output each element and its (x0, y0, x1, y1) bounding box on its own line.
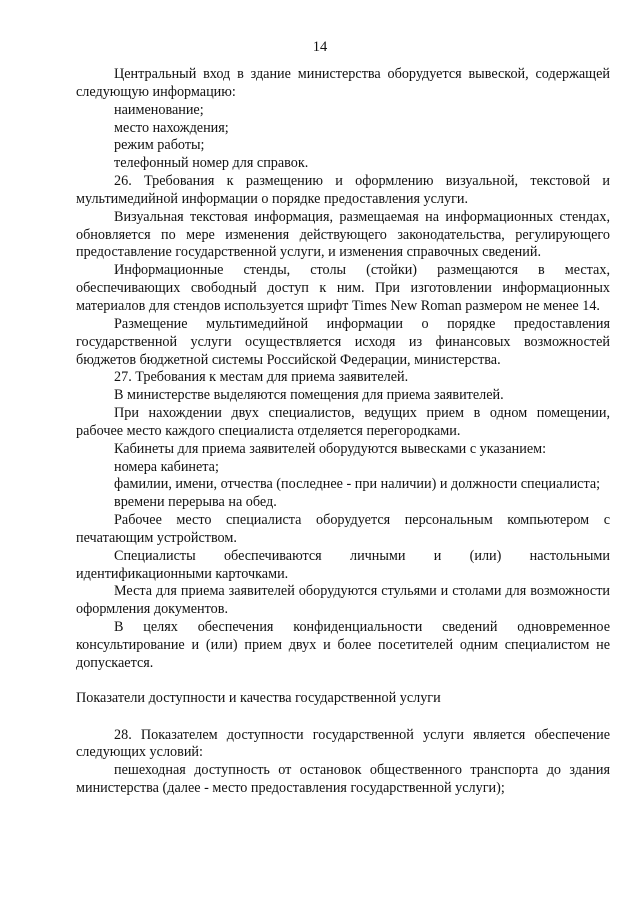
list-item: номера кабинета; (114, 458, 219, 475)
paragraph: 26. Требования к размещению и оформлению визуальной, текстовой и мультимедийной информации о порядке предоставления услуги. (76, 173, 610, 207)
document-body (76, 66, 610, 798)
paragraph: При нахождении двух специалистов, ведущих прием в одном помещении, рабочее место каждого специалиста отделяется перегородками. (76, 405, 610, 439)
paragraph: пешеходная доступность от остановок общественного транспорта до здания министерства (далее - место предоставления государственной услуги); (76, 762, 610, 797)
paragraph: Визуальная текстовая информация, размещаемая на информационных стендах, обновляется по мере изменения действующего законодательства, регулирующего предоставление государственной услуги, и изменения справочных сведений. (76, 208, 610, 261)
list-item: место нахождения; (114, 119, 229, 136)
paragraph: Кабинеты для приема заявителей оборудуются вывесками с указанием: (114, 440, 547, 457)
list-item: телефонный номер для справок. (114, 155, 309, 172)
paragraph: В министерстве выделяются помещения для приема заявителей. (114, 387, 504, 404)
section-heading: Показатели доступности и качества государственной услуги (76, 689, 441, 706)
list-item: режим работы; (114, 137, 205, 154)
paragraph: Специалисты обеспечиваются личными и (или) настольными идентификационными карточками. (76, 547, 610, 582)
paragraph: 28. Показателем доступности государственной услуги является обеспечение следующих условий: (76, 726, 610, 761)
list-item: времени перерыва на обед. (114, 494, 277, 511)
paragraph: Центральный вход в здание министерства оборудуется вывеской, содержащей следующую информацию: (76, 66, 610, 100)
list-item: фамилии, имени, отчества (последнее - при наличии) и должности специалиста; (114, 476, 601, 493)
paragraph: В целях обеспечения конфиденциальности сведений одновременное консультирование и (или) прием двух и более посетителей одним специалистом не допускается. (76, 619, 610, 671)
paragraph: Размещение мультимедийной информации о порядке предоставления государственной услуги осуществляется исходя из финансовых возможностей бюджетов бюджетной системы Российской Федерации, министерства. (76, 315, 610, 368)
paragraph: Места для приема заявителей оборудуются стульями и столами для возможности оформления документов. (76, 583, 610, 618)
paragraph: 27. Требования к местам для приема заявителей. (114, 369, 409, 386)
paragraph: Информационные стенды, столы (стойки) размещаются в местах, обеспечивающих свободный доступ к ним. При изготовлении информационных материалов для стендов используется шрифт Times New Roman размером не менее 14. (76, 262, 610, 314)
page-number: 14 (312, 39, 328, 55)
paragraph: Рабочее место специалиста оборудуется персональным компьютером с печатающим устройством. (76, 512, 610, 546)
list-item: наименование; (114, 101, 204, 118)
